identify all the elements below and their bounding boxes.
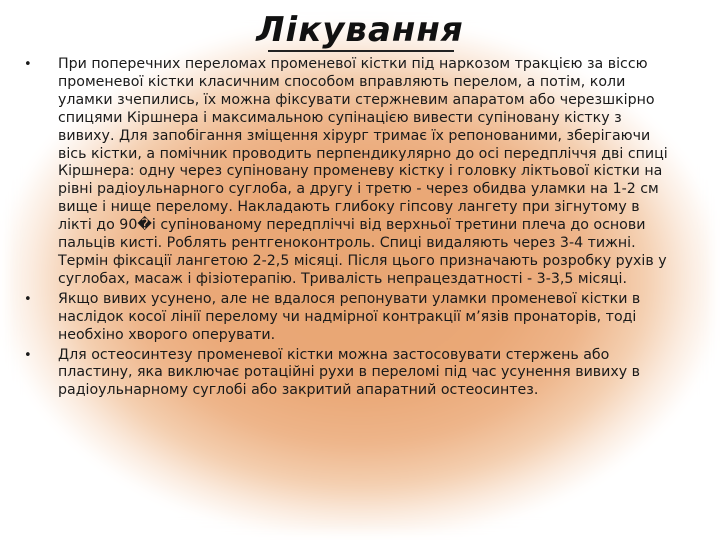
paragraph-text: Якщо вивих усунено, але не вдалося репонувати уламки променевої кістки в наслідок косої лінії перелому чи надмірної контракції м’язів пронаторів, тоді необхіно хворого оперувати. [58, 290, 641, 343]
paragraph-text: Для остеосинтезу променевої кістки можна застосовувати стержень або пластину, яка виключає ротаційні рухи в переломі під час усунення вивиху в радіоульнарному суглобі або закритий апаратний остеосинтез. [58, 346, 641, 399]
bullet-list [22, 56, 674, 402]
bullet-marker: • [24, 347, 32, 363]
list-item [22, 56, 674, 289]
paragraph-text: При поперечних переломах променевої кістки під наркозом тракцією за віссю променевої кістки класичним способом вправляють перелом, а потім, коли уламки зчепились, їх можна фіксувати стержневим апаратом або черезшкірно спицями Кіршнера і максимальною супінацією вивести супіновану кістку з вивиху. Для запобігання зміщення хірург тримає їх репонованими, зберігаючи вісь кістки, а помічник проводить перпендикулярно до осі передпліччя дві спиці Кіршнера: одну через супіновану променеву кістку і головку ліктьової кістки на рівні радіоульнарного суглоба, а другу і третю - через обидва уламки на 1-2 см вище і нище перелому. Накладають глибоку гіпсову лангету при зігнутому в лікті до 90�і супінованому передпліччі від верхньої третини плеча до основи пальців кисті. Роблять рентгеноконтроль. Спиці видаляють через 3-4 тижні. Термін фіксації лангетою 2-2,5 місяці. Після цього призначають розробку рухів у суглобах, масаж і фізіотерапію. Тривалість непрацездатності - 3-3,5 місяці. [58, 56, 668, 287]
bullet-marker: • [24, 57, 32, 72]
list-item [22, 347, 674, 401]
title-underline [268, 50, 454, 52]
bullet-marker: • [24, 291, 32, 307]
slide-title: Лікування [256, 10, 464, 50]
list-item [22, 291, 674, 345]
